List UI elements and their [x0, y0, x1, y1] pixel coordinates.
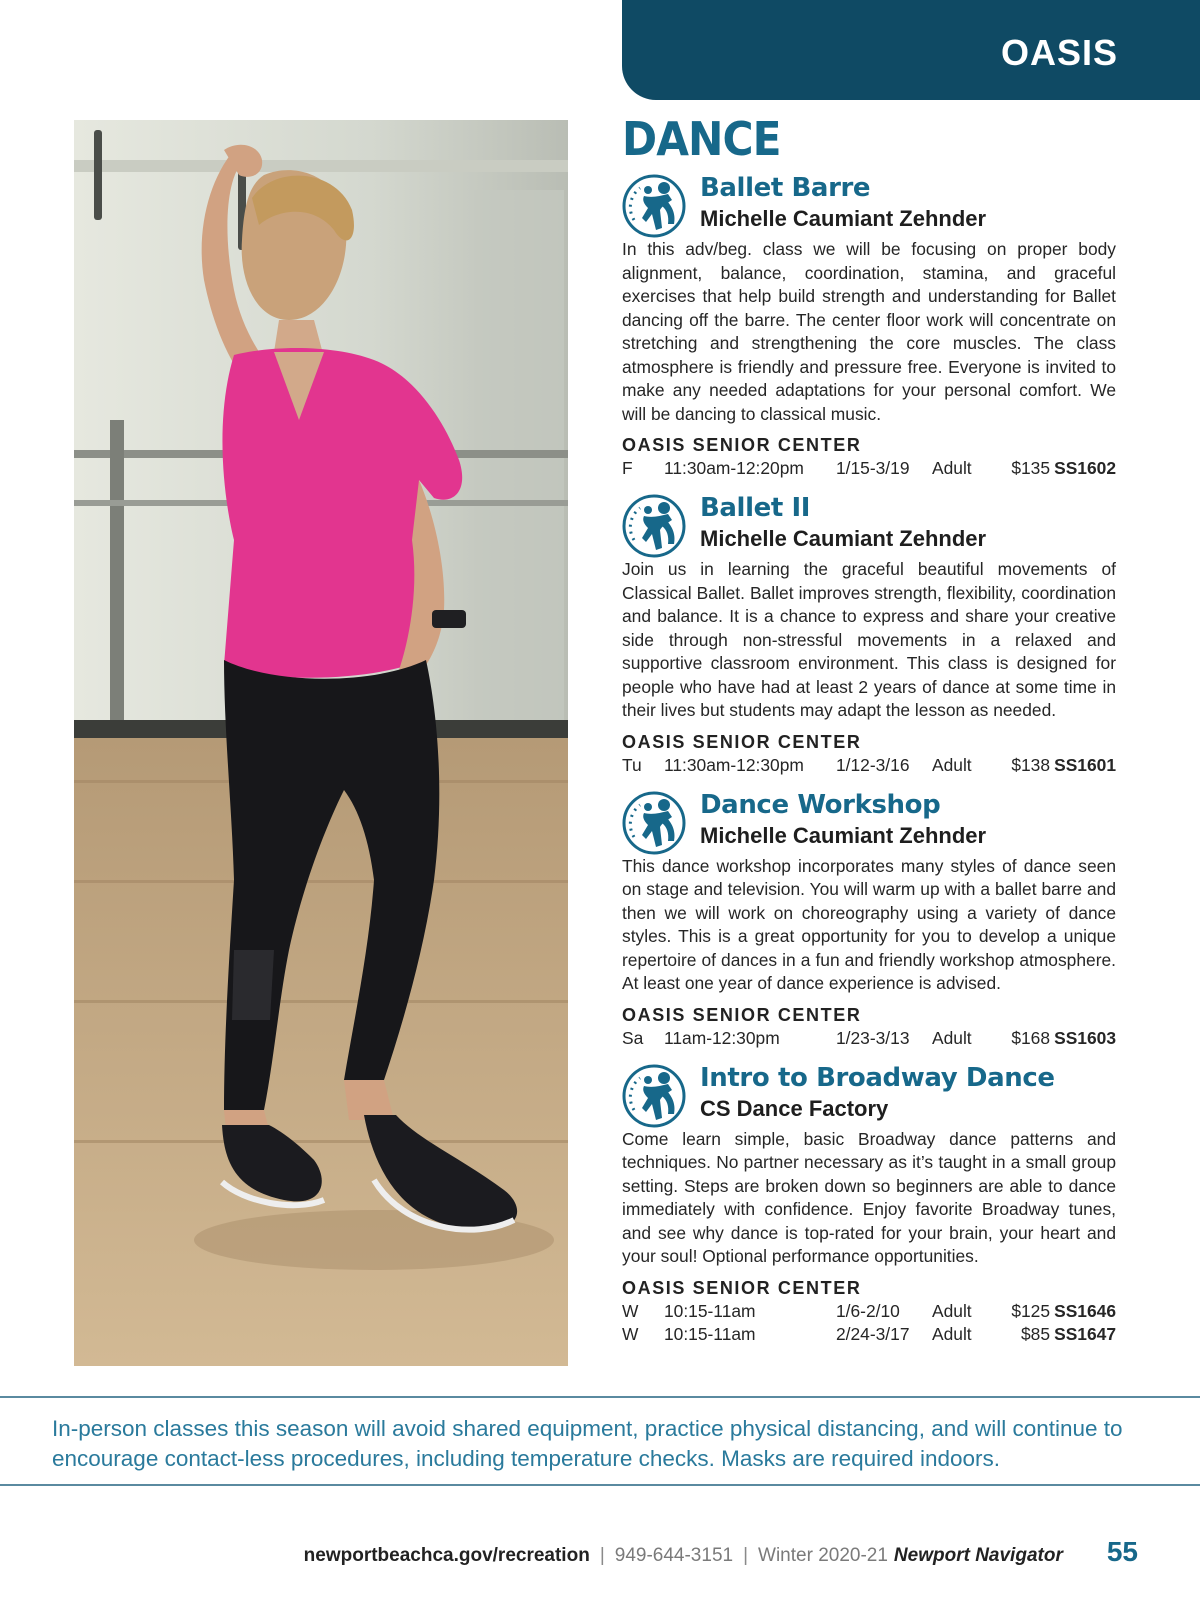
covid-notice [0, 1396, 1200, 1486]
schedule-dates: 2/24-3/17 [836, 1323, 910, 1344]
dance-figure-icon [622, 1064, 686, 1128]
schedule-code: SS1647 [1054, 1323, 1116, 1344]
schedule-dates: 1/15-3/19 [836, 458, 910, 478]
class-instructor: CS Dance Factory [700, 1095, 889, 1121]
schedule-row [622, 457, 1116, 480]
schedule-day: W [622, 1300, 639, 1321]
class-description: Join us in learning the graceful beautiful movements of Classical Ballet. Ballet improves strength, flexibility, coordination and balance. It is a chance to express and share your creative side through non-stressful movements in a relaxed and supportive classroom environment. This class is designed for people who have had at least 2 years of dance at some time in their lives but students may adapt the lesson as needed. [622, 559, 1116, 720]
class-listing [622, 1062, 1116, 1346]
class-title: Intro to Broadway Dance [700, 1062, 1055, 1093]
class-listing [622, 172, 1116, 480]
schedule-day: Tu [622, 754, 642, 775]
class-description: In this adv/beg. class we will be focusing on proper body alignment, balance, coordination, stamina, and graceful exercises that help build strength and understanding for Ballet dancing off the barre. The center floor work will concentrate on stretching and strengthening the core muscles. The class atmosphere is friendly and pressure free. Everyone is invited to make any needed adaptations for your personal comfort. We will be dancing to classical music. [622, 239, 1116, 424]
schedule-row [622, 754, 1116, 777]
schedule-dates: 1/6-2/10 [836, 1300, 900, 1321]
dancer-photo-illustration [74, 120, 568, 1366]
class-location: OASIS SENIOR CENTER [622, 435, 862, 455]
section-title: DANCE [622, 112, 781, 166]
section-tab-label: OASIS [1000, 32, 1118, 73]
class-instructor: Michelle Caumiant Zehnder [700, 206, 987, 231]
dance-section [622, 110, 1116, 1358]
class-header [622, 172, 1116, 236]
dancer-photo [74, 120, 568, 1366]
class-header [622, 1062, 1116, 1126]
schedule-time: 10:15-11am [664, 1300, 756, 1321]
footer-separator: | [743, 1545, 749, 1566]
class-header [622, 492, 1116, 556]
schedule-code: SS1601 [1054, 754, 1116, 775]
schedule-code: SS1646 [1054, 1300, 1116, 1321]
footer-phone: 949-644-3151 [614, 1545, 734, 1566]
footer-season: Winter 2020-21 [758, 1545, 888, 1566]
class-listing [622, 492, 1116, 777]
footer-publication: Newport Navigator [893, 1545, 1063, 1566]
schedule-code: SS1602 [1054, 458, 1116, 478]
class-location: OASIS SENIOR CENTER [622, 731, 862, 752]
schedule-fee: $168 [1011, 1027, 1050, 1048]
class-header [622, 789, 1116, 853]
schedule-fee: $138 [1011, 754, 1050, 775]
dance-figure-icon [622, 791, 686, 855]
class-instructor: Michelle Caumiant Zehnder [700, 822, 987, 848]
schedule-time: 10:15-11am [664, 1323, 756, 1344]
dance-figure-icon [622, 494, 686, 558]
dance-figure-icon [622, 174, 686, 238]
schedule-time: 11:30am-12:20pm [664, 458, 804, 478]
class-location: OASIS SENIOR CENTER [622, 1277, 862, 1298]
schedule-row [622, 1027, 1116, 1050]
schedule-code: SS1603 [1054, 1027, 1116, 1048]
schedule-fee: $135 [1011, 458, 1050, 478]
schedule-dates: 1/23-3/13 [836, 1027, 910, 1048]
class-title: Dance Workshop [700, 789, 941, 820]
footer-separator: | [599, 1545, 605, 1566]
schedule-row [622, 1300, 1116, 1323]
class-description: This dance workshop incorporates many styles of dance seen on stage and television. You will warm up with a ballet barre and then we will work on choreography using a variety of dance styles. This is a great opportunity for you to develop a unique repertoire of dances in a fun and friendly workshop atmosphere. At least one year of dance experience is advised. [622, 855, 1116, 993]
schedule-day: F [622, 458, 633, 478]
schedule-age: Adult [932, 1323, 972, 1344]
class-description: Come learn simple, basic Broadway dance patterns and techniques. No partner necessary as it’s taught in a small group setting. Steps are broken down so beginners are able to dance immediately with confidence. Enjoy favorite Broadway tunes, and see why dance is top-rated for your brain, your heart and your soul! Optional performance opportunities. [622, 1128, 1116, 1266]
schedule-day: Sa [622, 1027, 644, 1048]
class-instructor: Michelle Caumiant Zehnder [700, 526, 987, 551]
schedule-dates: 1/12-3/16 [836, 754, 910, 775]
schedule-age: Adult [932, 754, 972, 775]
schedule-age: Adult [932, 1300, 972, 1321]
section-tab [622, 0, 1200, 100]
schedule-time: 11am-12:30pm [664, 1027, 780, 1048]
class-title: Ballet Barre [700, 173, 871, 203]
class-title: Ballet II [700, 493, 811, 523]
covid-notice-text: In-person classes this season will avoid shared equipment, practice physical distancing, and will continue to encourage contact-less procedures, including temperature checks. Masks are required indoors. [52, 1416, 1123, 1471]
schedule-row [622, 1323, 1116, 1346]
schedule-fee: $85 [1020, 1323, 1050, 1344]
class-location: OASIS SENIOR CENTER [622, 1004, 862, 1025]
schedule-time: 11:30am-12:30pm [664, 754, 804, 775]
page-footer [304, 1536, 1138, 1576]
schedule-day: W [622, 1323, 639, 1344]
footer-url[interactable]: newportbeachca.gov/recreation [303, 1545, 590, 1566]
schedule-age: Adult [932, 458, 972, 478]
schedule-age: Adult [932, 1027, 972, 1048]
page-number: 55 [1106, 1536, 1138, 1567]
class-listing [622, 789, 1116, 1050]
schedule-fee: $125 [1011, 1300, 1050, 1321]
